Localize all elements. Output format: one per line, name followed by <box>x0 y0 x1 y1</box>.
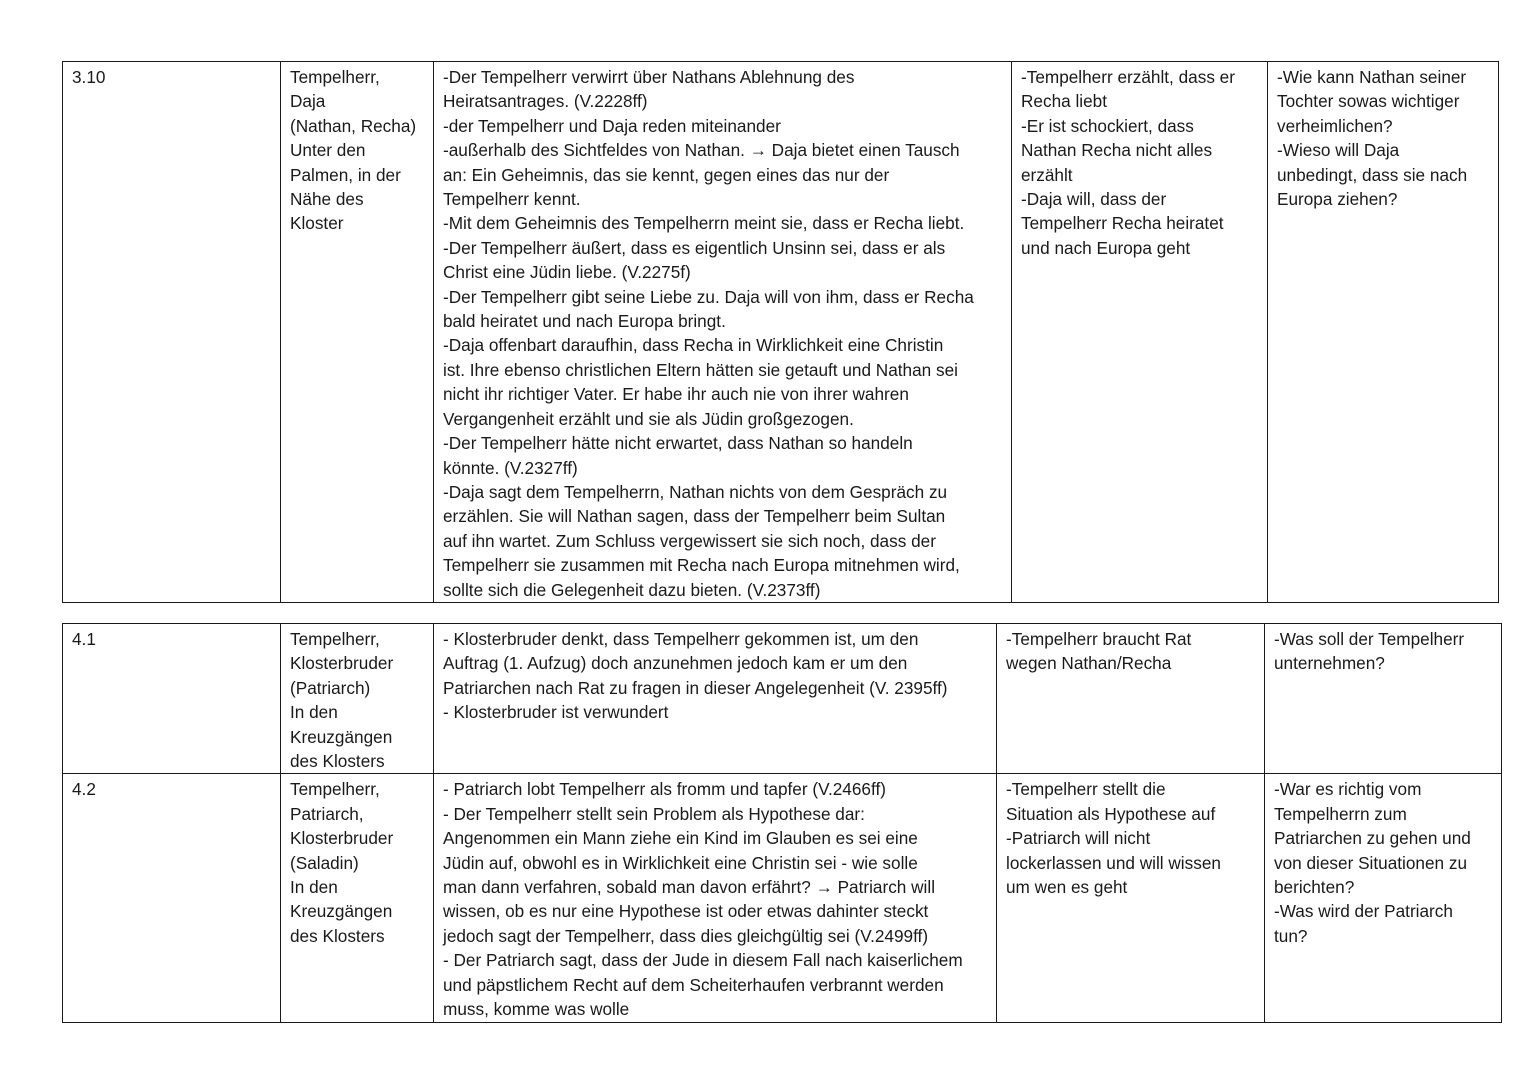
characters-line: In den <box>290 877 338 898</box>
summary-line: -Er ist schockiert, dass <box>1021 115 1194 136</box>
content-line: - Klosterbruder ist verwundert <box>443 702 669 723</box>
table-row <box>63 624 1502 774</box>
summary-cell <box>1012 62 1268 603</box>
scene-number: 4.2 <box>72 779 96 800</box>
content-cell <box>434 624 997 774</box>
summary-line: -Tempelherr braucht Rat <box>1006 629 1192 649</box>
summary-line: wegen Nathan/Recha <box>1006 653 1172 674</box>
content-line: Patriarchen nach Rat zu fragen in dieser Angelegenheit (V. 2395ff) <box>443 677 948 698</box>
summary-cell <box>997 624 1265 774</box>
content-line: Tempelherr kennt. <box>443 189 581 210</box>
content-line: nicht ihr richtiger Vater. Er habe ihr auch nie von ihrer wahren <box>443 384 909 405</box>
characters-cell <box>281 624 434 774</box>
content-line: Auftrag (1. Aufzug) doch anzunehmen jedoch kam er um den <box>443 653 908 674</box>
characters-line: Klosterbruder <box>290 828 394 849</box>
characters-line: Kreuzgängen <box>290 901 393 922</box>
content-line: und päpstlichem Recht auf dem Scheiterhaufen verbrannt werden <box>443 974 944 995</box>
table-row <box>63 774 1502 1022</box>
question-line: Patriarchen zu gehen und <box>1274 828 1471 849</box>
content-line: -Mit dem Geheimnis des Tempelherrn meint sie, dass er Recha liebt. <box>443 213 965 234</box>
content-line: -Der Tempelherr gibt seine Liebe zu. Daja will von ihm, dass er Recha <box>443 286 974 307</box>
summary-line: um wen es geht <box>1006 877 1128 898</box>
question-line: unbedingt, dass sie nach <box>1277 164 1468 185</box>
content-line: man dann verfahren, sobald man davon erfährt? → Patriarch will <box>443 877 936 898</box>
scene-number: 3.10 <box>72 67 106 87</box>
question-line: Europa ziehen? <box>1277 189 1398 210</box>
characters-cell <box>281 62 434 603</box>
content-line: Christ eine Jüdin liebe. (V.2275f) <box>443 262 691 283</box>
content-line: -außerhalb des Sichtfeldes von Nathan. → Daja bietet einen Tausch <box>443 140 960 161</box>
characters-line: Kloster <box>290 213 344 234</box>
content-cell <box>434 62 1012 603</box>
summary-line: -Tempelherr stellt die <box>1006 779 1166 800</box>
content-line: Jüdin auf, obwohl es in Wirklichkeit eine Christin sei - wie solle <box>443 852 918 873</box>
content-line: auf ihn wartet. Zum Schluss vergewissert sie sich noch, dass der <box>443 530 936 551</box>
summary-cell <box>997 774 1265 1022</box>
characters-line: (Saladin) <box>290 852 359 873</box>
content-line: muss, komme was wolle <box>443 999 630 1020</box>
characters-line: (Nathan, Recha) <box>290 115 417 136</box>
content-line: Angenommen ein Mann ziehe ein Kind im Glauben es sei eine <box>443 828 918 849</box>
summary-line: und nach Europa geht <box>1021 237 1191 258</box>
summary-line: Situation als Hypothese auf <box>1006 803 1216 824</box>
content-cell <box>434 774 997 1022</box>
question-line: Tempelherrn zum <box>1274 803 1407 824</box>
characters-line: Tempelherr, <box>290 629 380 649</box>
content-line: Vergangenheit erzählt und sie als Jüdin großgezogen. <box>443 408 854 429</box>
summary-line: erzählt <box>1021 164 1073 185</box>
characters-line: Patriarch, <box>290 803 364 824</box>
content-line: -Der Tempelherr äußert, dass es eigentlich Unsinn sei, dass er als <box>443 237 946 258</box>
scene-number-cell <box>63 62 281 603</box>
characters-cell <box>281 774 434 1022</box>
question-line: unternehmen? <box>1274 653 1385 674</box>
content-line: - Patriarch lobt Tempelherr als fromm und tapfer (V.2466ff) <box>443 779 886 800</box>
summary-line: -Daja will, dass der <box>1021 189 1167 210</box>
characters-line: Nähe des <box>290 189 364 210</box>
question-line: -Was soll der Tempelherr <box>1274 629 1465 649</box>
summary-line: lockerlassen und will wissen <box>1006 852 1221 873</box>
content-line: -Daja offenbart daraufhin, dass Recha in Wirklichkeit eine Christin <box>443 335 944 356</box>
characters-line: Unter den <box>290 140 366 161</box>
questions-cell <box>1265 624 1502 774</box>
content-line: - Der Tempelherr stellt sein Problem als Hypothese dar: <box>443 803 865 824</box>
content-line: an: Ein Geheimnis, das sie kennt, gegen eines das nur der <box>443 164 890 185</box>
table-row <box>63 62 1499 603</box>
scene-number: 4.1 <box>72 629 96 649</box>
content-line: - Klosterbruder denkt, dass Tempelherr gekommen ist, um den <box>443 629 919 649</box>
content-line: -Daja sagt dem Tempelherrn, Nathan nichts von dem Gespräch zu <box>443 481 948 502</box>
characters-line: Klosterbruder <box>290 653 394 674</box>
characters-line: Daja <box>290 91 326 112</box>
characters-line: des Klosters <box>290 751 385 772</box>
content-line: jedoch sagt der Tempelherr, dass dies gleichgültig sei (V.2499ff) <box>443 925 929 946</box>
content-line: Tempelherr sie zusammen mit Recha nach Europa mitnehmen wird, <box>443 555 960 576</box>
question-line: -Wieso will Daja <box>1277 140 1400 161</box>
characters-line: Palmen, in der <box>290 164 401 185</box>
questions-cell <box>1265 774 1502 1022</box>
summary-line: -Patriarch will nicht <box>1006 828 1151 849</box>
content-line: -Der Tempelherr hätte nicht erwartet, dass Nathan so handeln <box>443 433 913 454</box>
scene-number-cell <box>63 624 281 774</box>
content-line: -der Tempelherr und Daja reden miteinander <box>443 115 781 136</box>
questions-cell <box>1268 62 1499 603</box>
scene-table-1 <box>62 61 1499 603</box>
content-line: ist. Ihre ebenso christlichen Eltern hätten sie getauft und Nathan sei <box>443 359 958 380</box>
scene-number-cell <box>63 774 281 1022</box>
question-line: -Was wird der Patriarch <box>1274 901 1453 922</box>
question-line: -Wie kann Nathan seiner <box>1277 67 1467 87</box>
characters-line: Kreuzgängen <box>290 726 393 747</box>
content-line: Heiratsantrages. (V.2228ff) <box>443 91 648 112</box>
content-line: erzählen. Sie will Nathan sagen, dass der Tempelherr beim Sultan <box>443 506 946 527</box>
content-line: wissen, ob es nur eine Hypothese ist oder etwas dahinter steckt <box>443 901 929 922</box>
characters-line: In den <box>290 702 338 723</box>
content-line: könnte. (V.2327ff) <box>443 457 578 478</box>
characters-line: (Patriarch) <box>290 677 371 698</box>
summary-line: Tempelherr Recha heiratet <box>1021 213 1224 234</box>
question-line: berichten? <box>1274 877 1355 898</box>
question-line: verheimlichen? <box>1277 115 1393 136</box>
question-line: von dieser Situationen zu <box>1274 852 1468 873</box>
content-line: bald heiratet und nach Europa bringt. <box>443 311 726 332</box>
summary-line: Nathan Recha nicht alles <box>1021 140 1213 161</box>
question-line: -War es richtig vom <box>1274 779 1422 800</box>
scene-table-2 <box>62 623 1502 1023</box>
content-line: sollte sich die Gelegenheit dazu bieten. (V.2373ff) <box>443 579 821 600</box>
content-line: -Der Tempelherr verwirrt über Nathans Ablehnung des <box>443 67 855 87</box>
summary-line: Recha liebt <box>1021 91 1107 112</box>
characters-line: des Klosters <box>290 925 385 946</box>
question-line: tun? <box>1274 925 1308 946</box>
summary-line: -Tempelherr erzählt, dass er <box>1021 67 1235 87</box>
content-line: - Der Patriarch sagt, dass der Jude in diesem Fall nach kaiserlichem <box>443 950 963 971</box>
characters-line: Tempelherr, <box>290 779 380 800</box>
question-line: Tochter sowas wichtiger <box>1277 91 1460 112</box>
characters-line: Tempelherr, <box>290 67 380 87</box>
